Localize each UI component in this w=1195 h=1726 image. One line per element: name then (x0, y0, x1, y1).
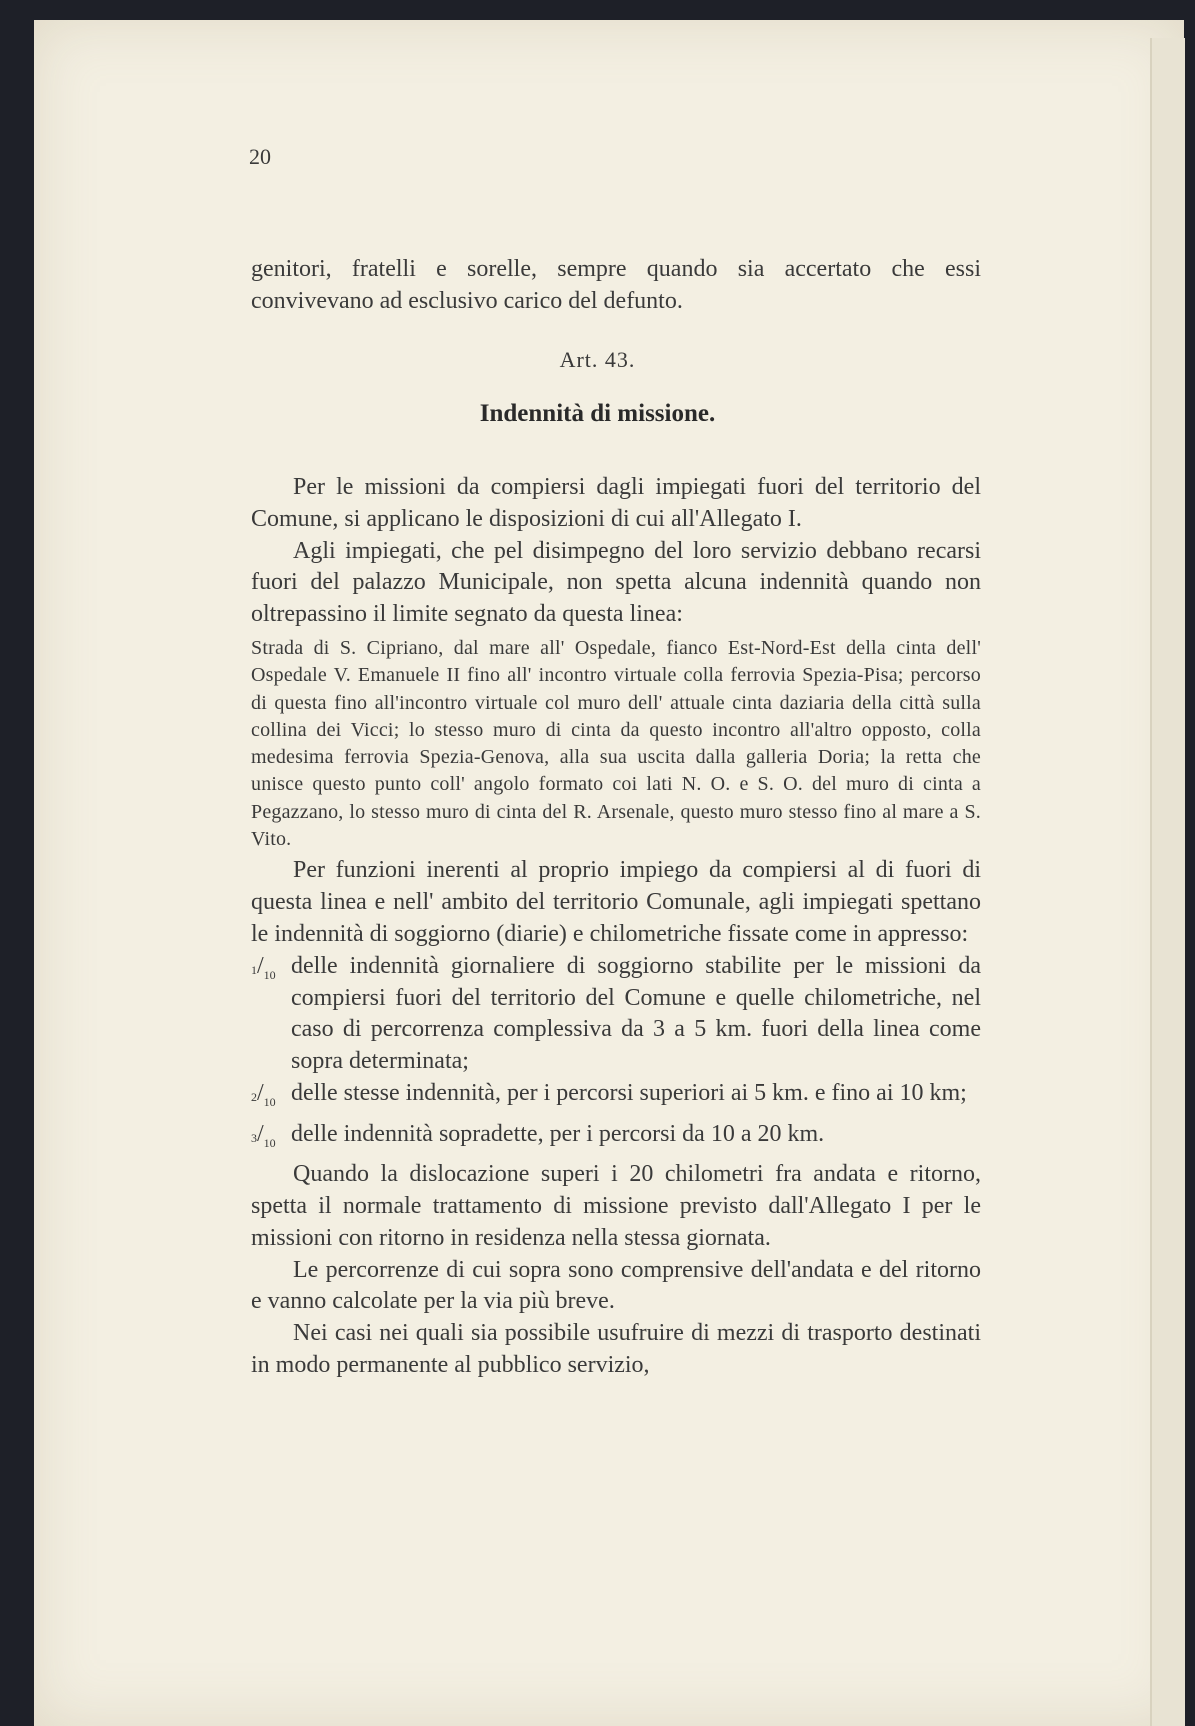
paragraph-6: Nei casi nei quali sia possibile usufruire di mezzi di trasporto destinati in modo permanente al pubblico servizio, (251, 1320, 981, 1378)
fraction-item-2 (251, 1078, 981, 1119)
article-title: Indennità di missione. (479, 400, 716, 427)
opening-paragraph: genitori, fratelli e sorelle, sempre quando sia accertato che essi convivevano ad esclusivo carico del defunto. (251, 256, 981, 314)
fraction-label: $^3/_{10}$ (251, 1120, 276, 1150)
boundary-description: Strada di S. Cipriano, dal mare all' Ospedale, fianco Est-Nord-Est della cinta dell' Ospedale V. Emanuele II fino all' incontro virtuale colla ferrovia Spezia-Pisa; percorso di questa fino all'incontro virtuale col muro dell' attuale cinta daziaria della città sulla collina dei Vicci; lo stesso muro di cinta da questo incontro all'altro opposto, colla medesima ferrovia Spezia-Genova, alla sua uscita dalla galleria Doria; la retta che unisce questo punto coll' angolo formato coi lati N. O. e S. O. del muro di cinta a Pegazzano, lo stesso muro di cinta del R. Arsenale, questo muro stesso fino al mare a S. Vito. (251, 636, 981, 851)
paragraph-5: Le percorrenze di cui sopra sono comprensive dell'andata e del ritorno e vanno calcolate per la via più breve. (251, 1256, 981, 1315)
fraction-text: delle indennità sopradette, per i percorsi da 10 a 20 km. (291, 1120, 825, 1147)
fraction-text: delle indennità giornaliere di soggiorno stabilite per le missioni da compiersi fuori del territorio del Comune e quelle chilometriche, nel caso di percorrenza complessiva da 3 a 5 km. fuori della linea come sopra determinata; (291, 952, 981, 1075)
page-number: 20 (249, 144, 271, 169)
paragraph-3: Per funzioni inerenti al proprio impiego da compiersi al di fuori di questa linea e nell' ambito del territorio Comunale, agli impiegati spettano le indennità di soggiorno (diarie) e chilometriche fissate come in appresso: (251, 857, 981, 947)
paragraph-4: Quando la dislocazione superi i 20 chilometri fra andata e ritorno, spetta il normale trattamento di missione previsto dall'Allegato I per le missioni con ritorno in residenza nella stessa giornata. (251, 1161, 981, 1251)
article-body (251, 472, 981, 1382)
fraction-item-1 (251, 951, 981, 1078)
fraction-label: $^2/_{10}$ (251, 1079, 276, 1109)
fraction-label: $^1/_{10}$ (251, 952, 276, 982)
opening-lines-block (251, 254, 981, 318)
fraction-text: delle stesse indennità, per i percorsi superiori ai 5 km. e fino ai 10 km; (291, 1079, 967, 1106)
scan-border (1185, 0, 1195, 1726)
article-label: Art. 43. (559, 347, 636, 372)
paragraph-1: Per le missioni da compiersi dagli impiegati fuori del territorio del Comune, si applicano le disposizioni di cui all'Allegato I. (251, 474, 981, 532)
fraction-item-3 (251, 1119, 981, 1160)
paragraph-2: Agli impiegati, che pel disimpegno del loro servizio debbano recarsi fuori del palazzo Municipale, non spetta alcuna indennità quando non oltrepassino il limite segnato da questa linea: (251, 537, 981, 628)
